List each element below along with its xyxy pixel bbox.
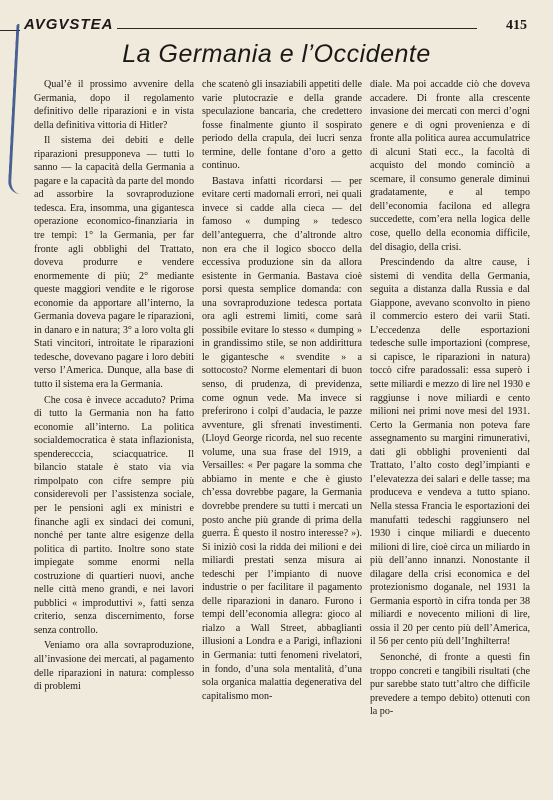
- paragraph: Senonché, di fronte a questi fin troppo concreti e tangibili risultati (che pur sarebbe stato tutt’altro che difficile prevedere a tempo debito) ottenuti con la po-: [370, 651, 530, 718]
- masthead: AVGVSTEA: [20, 16, 117, 33]
- page-header: [0, 16, 553, 40]
- text-column-2: [202, 78, 362, 788]
- paragraph: Prescindendo da altre cause, i sistemi di vendita della Germania, seguita a distanza dalla Russia e dal Giappone, avevano sconvolto in pieno il commercio estero dei varii Stati. L’eccedenza delle esportazioni tedesche sulle importazioni (comprese, si capisce, le riparazioni in natura) toccò cifre paradossali: essa superò i sette miliardi e mezzo di lire nel 1930 e raggiunse i nove miliardi e cento milioni nei primi nove mesi del 1931. Certo la Germania non poteva fare assegnamento su margini rimunerativi, dati gli obblighi provenienti dal Trattato, l’alto costo degl’impianti e l’elevatezza dei salari e delle tasse; ma produceva e vendeva a tutto spiano. Nella stessa Francia le esportazioni dei manufatti tedeschi raggiunsero nel 1930 i cinque miliardi e duecento milioni di lire, cioè circa un miliardo in più dell’anno innanzi. Nonostante il dilagare della crisi economica e del protezionismo doganale, nel 1931 la Germania esportò in cifra tonda per 38 miliardi e novecento milioni di lire, ossia il 20 per cento più dell’America, il 56 per cento più dell’Inghilterra!: [370, 257, 530, 648]
- paragraph: Bastava infatti ricordarsi — per evitare certi madornali errori, nei quali invece si cadde alla cieca — del famoso « dumping » tedesco dell’anteguerra, che d’altronde altro non era che il logico sbocco della eccessiva produzione sin da allora esistente in Germania. Bastava cioè porsi questa semplice domanda: con una sovraproduzione tedesca portata ora agli estremi limiti, come sarà possibile evitare lo stesso « dumping » in grandissimo stile, se non addirittura le gigantesche « svendite » a sottocosto? Norme elementari di buon senso, di prudenza, di previdenza, come ognun vede. Ma invece si preferirono i colpi d’audacia, le pazze avventure, gli sfrenati investimenti. (Lloyd George ricorda, nel suo recente volume, una sua frase del 1919, a Versailles: « Per pagare la somma che abbiamo in mente e che è giusto ch’essa dovrebbe pagare, la Germania dovrebbe prendere su tutti i mercati un posto anche più grande di prima della guerra. È questo il nostro interesse? »). Si iniziò così la ridda dei milioni e dei miliardi prestati senza misura ai tedeschi per l’impianto di nuove industrie o per facilitare il pagamento delle riparazioni in danaro. Furono i tempi dell’economia allegra: gioco al rialzo a Wall Street, abbagliantì illusioni a Londra e a Parigi, inflazioni in Germania: tutti fenomeni rivelatori, in fondo, d’una sola mentalità, d’una sola organica malattia degenerativa del capitalismo mon-: [202, 175, 362, 702]
- paragraph: diale. Ma poi accadde ciò che doveva accadere. Di fronte alla crescente invasione dei mercati con merci d’ogni genere e di ogni provenienza e di fronte alla politica aurea accumulatrice di alcuni Stati ecc., la facoltà di acquisto del mondo cominciò a scemare, il consumo generale diminuì gradatamente, e al tempo dell’economia facilona ed allegra succedette, com’era nella logica delle cose, quello della economia difficile, del disagio, della crisi.: [370, 79, 530, 253]
- page-number: 415: [502, 18, 531, 34]
- paragraph: Veniamo ora alla sovraproduzione, all’invasione dei mercati, al pagamento delle riparazioni in natura: complesso di problemi: [34, 640, 194, 693]
- text-column-3: [370, 78, 530, 788]
- paragraph: Qual’è il prossimo avvenire della Germania, dopo il regolamento definitivo delle riparazioni e in vista della definitiva vittoria di Hitler?: [34, 79, 194, 131]
- paragraph: che scatenò gli insaziabili appetiti delle varie plutocrazie e della grande speculazione bancaria, che credettero fosse finalmente giunto il sospirato periodo della crapula, dei lucri senza termine, delle fontane d’oro a getto continuo.: [202, 79, 362, 172]
- header-rule: [86, 28, 477, 29]
- paragraph: Il sistema dei debiti e delle riparazioni presupponeva — tutti lo sanno — la capacità della Germania a pagare e la capacità da parte del mondo ad assorbire la sovraproduzione tedesca. Era, insomma, una gigantesca operazione economico-finanziaria in tre tempi: 1° la Germania, per far fronte agli obblighi del Trattato, doveva produrre e vendere enormemente di più; 2° mediante queste maggiori vendite e le rigorose economie da apportare all’interno, la Germania doveva pagare le riparazioni, in danaro e in natura; 3° a loro volta gli Stati vincitori, introitate le riparazioni tedesche, dovevano pagare i loro debiti verso l’America. Dunque, alla base di tutto il sistema era la Germania.: [34, 135, 194, 391]
- article-title: La Germania e l’Occidente: [122, 40, 431, 68]
- article-body: [34, 78, 530, 788]
- text-column-1: [34, 78, 194, 788]
- paragraph: Che cosa è invece accaduto? Prima di tutto la Germania non ha fatto economie all’interno. La politica socialdemocratica è stata inflazionista, spenderecccia, sciacquatrice. Il bilancio statale è stato via via rimpolpato con cifre sempre più considerevoli per l’assistenza sociale, per le pensioni agli ex ministri e finanche agli ex sindaci dei comuni, nonché per tante altre esigenze della politica di partito. Inoltre sono state impiegate somme enormi nella costruzione di quartieri nuovi, anche nelle città meno grandi, e nei lavori pubblici « improduttivi », fatti senza criterio, senza discernimento, forse senza controllo.: [34, 394, 194, 636]
